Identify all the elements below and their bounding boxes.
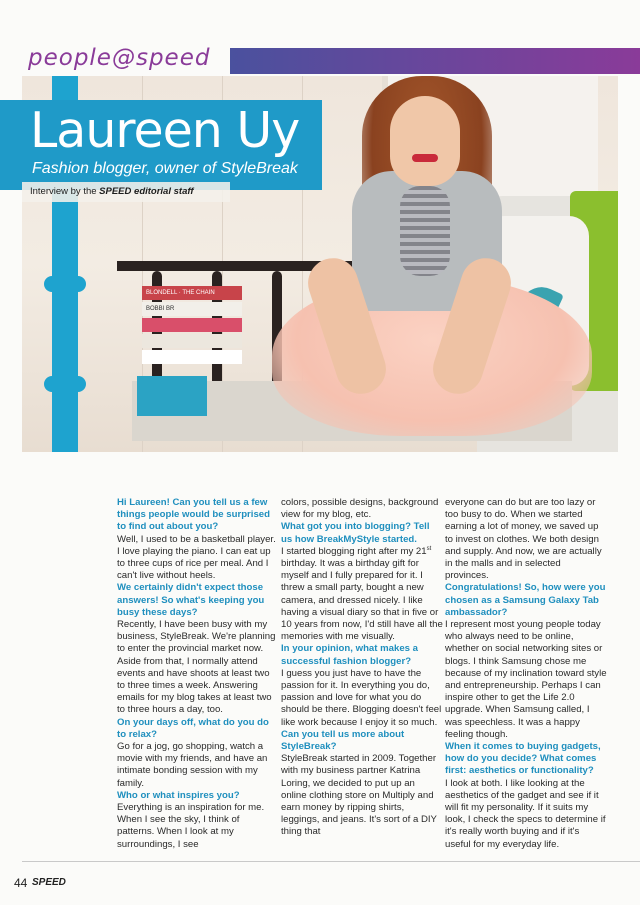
book-spine: BOBBI BR: [142, 302, 242, 316]
statement-necklace: [400, 186, 450, 276]
question: We certainly didn't expect those answers! So what's keeping you busy these days?: [117, 582, 265, 618]
answer: Go for a jog, go shopping, watch a movie with my friends, and have an intimate bonding session with my family.: [117, 741, 268, 789]
question: What got you into blogging? Tell us how BreakMyStyle started.: [281, 521, 430, 545]
book-spine: [142, 318, 242, 332]
book-stack: [142, 286, 242, 381]
headline-name: Laureen Uy: [30, 102, 300, 159]
credit-suffix: editorial staff: [131, 186, 194, 197]
face: [390, 96, 460, 186]
answer: I guess you just have to have the passion for it. In everything you do, passion and love for what you do should be there. Blogging doesn't feel like work because I enjoy it so much.: [281, 667, 442, 728]
credit-brand: SPEED: [99, 186, 132, 197]
answer: [281, 546, 443, 644]
question: In your opinion, what makes a successful fashion blogger?: [281, 643, 419, 667]
section-tag-box: [22, 44, 230, 76]
answer: Everything is an inspiration for me. When I see the sky, I think of patterns. When I look at my surroundings, I see: [117, 802, 265, 850]
text-column-1: [117, 497, 279, 851]
question: On your days off, what do you do to relax?: [117, 716, 269, 740]
headline-subtitle: Fashion blogger, owner of StyleBreak: [32, 160, 298, 177]
footer-rule: [22, 861, 640, 862]
footer-brand: SPEED: [32, 877, 66, 888]
post-ring: [44, 376, 86, 392]
text-column-3: [445, 497, 607, 851]
answer: StyleBreak started in 2009. Together with my business partner Katrina Loring, we decided to put up an online clothing store on Multiply and earn money by ripping shirts, leggings, and jeans. It's sort of a DIY thing that: [281, 753, 437, 838]
answer: Well, I used to be a basketball player. I love playing the piano. I can eat up to three cups of rice per meal. And I can't live without heels.: [117, 533, 276, 582]
credit-prefix: Interview by the: [30, 186, 100, 197]
book-spine: BLONDELL · THE CHAIN: [142, 286, 242, 300]
question: Congratulations! So, how were you chosen as a Samsung Galaxy Tab ambassador?: [445, 582, 606, 618]
answer: Recently, I have been busy with my business, StyleBreak. We're planning to enter the provincial market now. Aside from that, I normally attend events and have shoots at least two to three times a week. Answering emails for my blog takes at least two to three hours a day, too.: [117, 619, 276, 716]
book-spine: [142, 350, 242, 364]
question: Hi Laureen! Can you tell us a few things people would be surprised to find out about you?: [117, 497, 270, 533]
answer-text: birthday. It was a birthday gift for myself and I fully prepared for it. I threw a small party, bought a new camera, and dressed nicely. I like having a visual diary so that in five or 10 years from now, I'd still have all the memories with me visually.: [281, 558, 443, 643]
answer: I look at both. I like looking at the aesthetics of the gadget and see if it will fit my personality. If it suits my look, I check the specs to determine if it's really worth buying and if it's useful for my everyday life.: [445, 777, 606, 850]
book-spine: [142, 334, 242, 348]
ordinal-suffix: st: [426, 545, 432, 552]
question: Can you tell us more about StyleBreak?: [281, 728, 405, 753]
question: When it comes to buying gadgets, how do you decide? What comes first: aesthetics or functionality?: [445, 741, 601, 777]
page-number: 44: [14, 876, 28, 890]
section-tag: people@speed: [28, 45, 211, 71]
seat-cushion: [137, 376, 207, 416]
answer-continued: colors, possible designs, background view for my blog, etc.: [281, 497, 439, 521]
interview-credit: [30, 186, 194, 197]
post-ring: [44, 276, 86, 292]
question: Who or what inspires you?: [117, 789, 240, 801]
answer: I represent most young people today who always need to be online, whether on social networking sites or blogs. I think Samsung chose me because of my inclination toward style and entrepreneurship. Perhaps I can inspire other to get the Life 2.0 upgrade. When Samsung called, I was speechless. It was a happy feeling though.: [445, 619, 607, 740]
lips: [412, 154, 438, 162]
text-column-2: [281, 497, 443, 839]
answer-continued: everyone can do but are too lazy or too busy to do. When we started earning a lot of money, we saved up to invest on clothes. We both design and supply. And now, we are actually in the malls and in selected provinces.: [445, 497, 602, 582]
answer-text: I started blogging right after my 21: [281, 545, 427, 557]
